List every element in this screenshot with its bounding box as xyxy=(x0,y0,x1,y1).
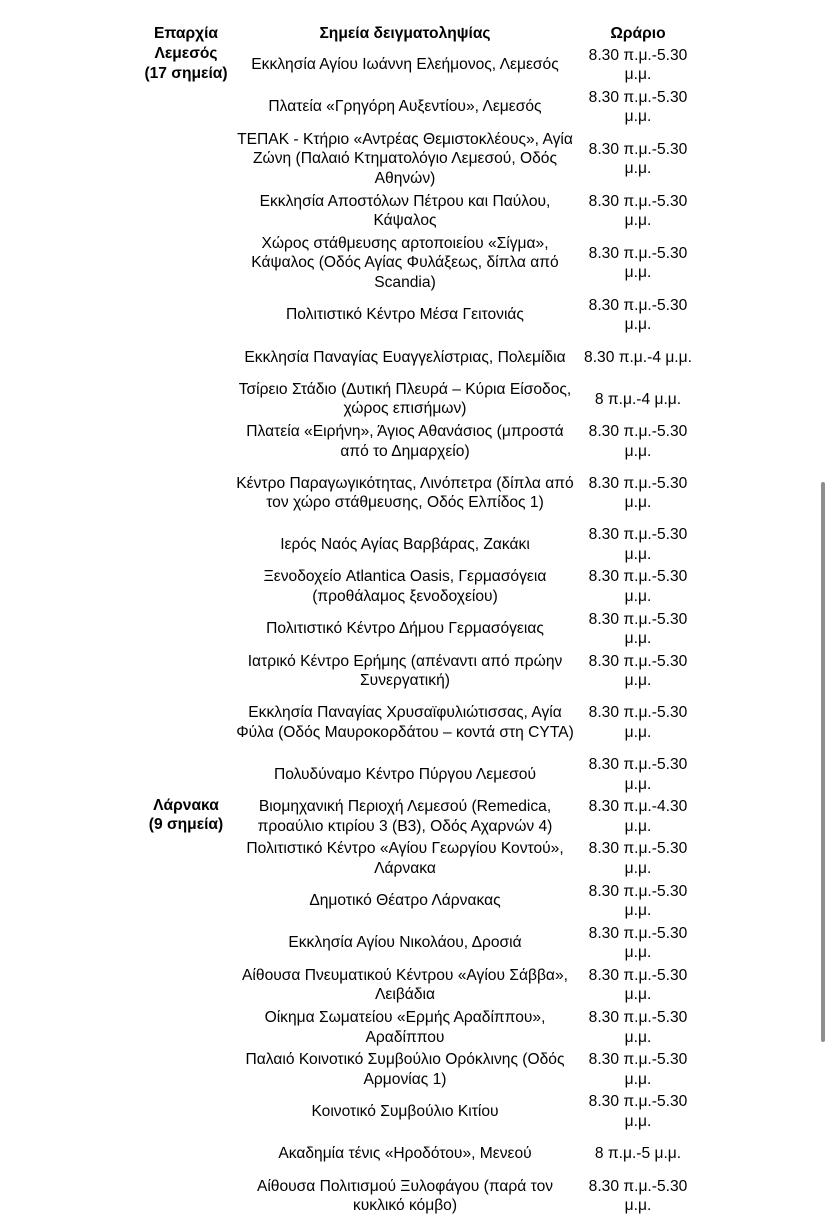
region-cell xyxy=(136,796,236,1217)
sampling-point-name: Παλαιό Κοινοτικό Συμβούλιο Ορόκλινης (Οδός Αρμονίας 1) xyxy=(245,1051,565,1088)
opening-hours: 8.30 π.μ.-5.30 μ.μ. xyxy=(588,840,688,877)
sampling-point-name: Πλατεία «Ειρήνη», Άγιος Αθανάσιος (μπροστά από το Δημαρχείο) xyxy=(246,423,564,460)
sampling-point-name: Ιερός Ναός Αγίας Βαρβάρας, Ζακάκι xyxy=(280,535,530,553)
sampling-point-name: Πλατεία «Γρηγόρη Αυξεντίου», Λεμεσός xyxy=(268,98,542,116)
region-name: Λεμεσός xyxy=(154,45,218,62)
sampling-point-name: Ξενοδοχείο Atlantica Oasis, Γερμασόγεια (προθάλαμος ξενοδοχείου) xyxy=(263,568,547,605)
region-name: Λάρνακα xyxy=(153,796,219,814)
opening-hours: 8.30 π.μ.-5.30 μ.μ. xyxy=(588,244,688,282)
table-row xyxy=(136,796,702,838)
sampling-point-name: Πολιτιστικό Κέντρο Μέσα Γειτονιάς xyxy=(286,306,524,324)
region-cell xyxy=(136,44,236,796)
document-page xyxy=(0,24,828,1217)
opening-hours: 8.30 π.μ.-5.30 μ.μ. xyxy=(588,704,688,741)
sampling-point-name: Βιομηχανική Περιοχή Λεμεσού (Remedica, προαύλιο κτιρίου 3 (B3), Οδός Αχαρνών 4) xyxy=(257,798,553,835)
sampling-point-name: ΤΕΠΑΚ - Κτήριο «Αντρέας Θεμιστοκλέους», Αγία Ζώνη (Παλαιό Κτηματολόγιο Λεμεσού, Οδός Αθηνών) xyxy=(237,130,573,188)
sampling-point-name: Εκκλησία Αγίου Ιωάννη Ελεήμονος, Λεμεσός xyxy=(251,56,559,74)
sampling-point-name: Πολιτιστικό Κέντρο «Αγίου Γεωργίου Κοντού», Λάρνακα xyxy=(246,840,564,877)
vertical-scrollbar[interactable] xyxy=(818,0,828,1197)
opening-hours: 8.30 π.μ.-5.30 μ.μ. xyxy=(588,1051,688,1088)
opening-hours: 8.30 π.μ.-5.30 μ.μ. xyxy=(588,1093,688,1131)
sampling-point-name: Κοινοτικό Συμβούλιο Κιτίου xyxy=(311,1103,499,1121)
sampling-point-name: Αίθουσα Πνευματικού Κέντρου «Αγίου Σάββα», Λειβάδια xyxy=(242,966,568,1004)
header-hours: Ωράριο xyxy=(610,25,666,42)
opening-hours: 8.30 π.μ.-5.30 μ.μ. xyxy=(588,652,688,690)
sampling-point-name: Κέντρο Παραγωγικότητας, Λινόπετρα (δίπλα από τον χώρο στάθμευσης, Οδός Ελπίδος 1) xyxy=(236,474,574,512)
table-header-row xyxy=(136,24,702,44)
sampling-point-name: Αίθουσα Πολιτισμού Ξυλοφάγου (παρά τον κυκλικό κόμβο) xyxy=(256,1177,554,1215)
sampling-point-name: Εκκλησία Αποστόλων Πέτρου και Παύλου, Κάψαλος xyxy=(259,192,551,230)
sampling-point-name: Ακαδημία τένις «Ηροδότου», Μενεού xyxy=(278,1145,532,1163)
table-body xyxy=(136,44,702,1217)
header-region: Επαρχία xyxy=(153,25,219,42)
sampling-point-name: Χώρος στάθμευσης αρτοποιείου «Σίγμα», Κάψαλος (Οδός Αγίας Φυλάξεως, δίπλα από Scandia) xyxy=(251,234,559,292)
sampling-point-name: Εκκλησία Παναγίας Ευαγγελίστριας, Πολεμίδια xyxy=(244,348,566,366)
sampling-point-name: Ιατρικό Κέντρο Ερήμης (απέναντι από πρώην Συνεργατική) xyxy=(247,652,563,690)
region-count: (17 σημεία) xyxy=(144,64,228,82)
opening-hours: 8.30 π.μ.-4 μ.μ. xyxy=(584,348,692,366)
opening-hours: 8.30 π.μ.-5.30 μ.μ. xyxy=(588,882,688,920)
opening-hours: 8.30 π.μ.-5.30 μ.μ. xyxy=(588,296,688,334)
sampling-point-name: Τσίρειο Στάδιο (Δυτική Πλευρά – Κύρια Είσοδος, χώρος επισήμων) xyxy=(238,380,572,418)
opening-hours: 8 π.μ.-4 μ.μ. xyxy=(594,390,682,408)
sampling-point-name: Δημοτικό Θέατρο Λάρνακας xyxy=(309,892,501,910)
opening-hours: 8.30 π.μ.-5.30 μ.μ. xyxy=(588,1009,688,1046)
region-count: (9 σημεία) xyxy=(148,816,224,834)
opening-hours: 8 π.μ.-5 μ.μ. xyxy=(594,1145,682,1163)
sampling-point-name: Πολυδύναμο Κέντρο Πύργου Λεμεσού xyxy=(273,765,537,783)
scrollbar-thumb[interactable] xyxy=(821,482,825,1042)
opening-hours: 8.30 π.μ.-5.30 μ.μ. xyxy=(588,192,688,230)
opening-hours: 8.30 π.μ.-5.30 μ.μ. xyxy=(588,140,688,178)
opening-hours: 8.30 π.μ.-5.30 μ.μ. xyxy=(588,755,688,793)
opening-hours: 8.30 π.μ.-5.30 μ.μ. xyxy=(588,526,688,563)
table-row xyxy=(136,44,702,86)
opening-hours: 8.30 π.μ.-5.30 μ.μ. xyxy=(588,568,688,605)
sampling-point-name: Εκκλησία Αγίου Νικολάου, Δροσιά xyxy=(288,934,522,952)
header-place: Σημεία δειγματοληψίας xyxy=(319,25,491,42)
opening-hours: 8.30 π.μ.-4.30 μ.μ. xyxy=(588,798,688,835)
opening-hours: 8.30 π.μ.-5.30 μ.μ. xyxy=(588,1177,688,1215)
opening-hours: 8.30 π.μ.-5.30 μ.μ. xyxy=(588,423,688,460)
opening-hours: 8.30 π.μ.-5.30 μ.μ. xyxy=(588,474,688,512)
opening-hours: 8.30 π.μ.-5.30 μ.μ. xyxy=(588,46,688,84)
opening-hours: 8.30 π.μ.-5.30 μ.μ. xyxy=(588,610,688,648)
sampling-point-name: Οίκημα Σωματείου «Ερμής Αραδίππου», Αραδίππου xyxy=(264,1009,546,1046)
sampling-point-name: Πολιτιστικό Κέντρο Δήμου Γερμασόγειας xyxy=(266,620,544,638)
opening-hours: 8.30 π.μ.-5.30 μ.μ. xyxy=(588,924,688,962)
opening-hours: 8.30 π.μ.-5.30 μ.μ. xyxy=(588,966,688,1004)
sampling-points-table xyxy=(136,24,702,1217)
opening-hours: 8.30 π.μ.-5.30 μ.μ. xyxy=(588,88,688,126)
sampling-point-name: Εκκλησία Παναγίας Χρυσαϊφυλιώτισσας, Αγία Φύλα (Οδός Μαυροκορδάτου – κοντά στη CYTA) xyxy=(236,704,574,741)
